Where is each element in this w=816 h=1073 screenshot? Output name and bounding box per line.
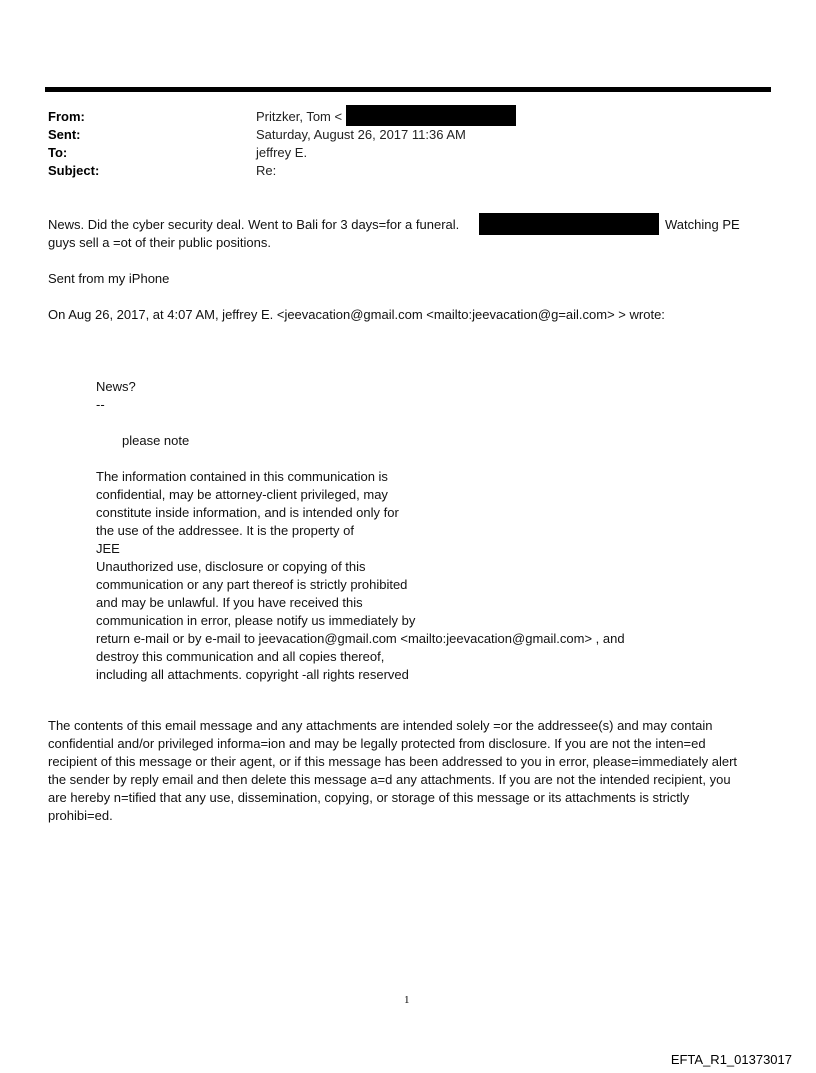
legal-notice-line: recipient of this message or their agent, or if this message has been addressed to you in error, please=immediately alert — [48, 754, 738, 769]
disclaimer-line: return e-mail or by e-mail to jeevacation@gmail.com <mailto:jeevacation@gmail.com> , and — [96, 631, 625, 646]
legal-notice-line: the sender by reply email and then delete this message a=d any attachments. If you are not the intended recipient, you — [48, 772, 731, 787]
to-value: jeffrey E. — [256, 145, 308, 160]
legal-notice-line: The contents of this email message and any attachments are intended solely =or the addressee(s) and may contain — [48, 718, 713, 733]
disclaimer-line: communication in error, please notify us immediately by — [96, 613, 416, 628]
disclaimer-line: Unauthorized use, disclosure or copying of this — [96, 559, 366, 574]
quote-intro: On Aug 26, 2017, at 4:07 AM, jeffrey E. <jeevacation@gmail.com <mailto:jeevacation@g=ail.com> > wrote: — [48, 307, 665, 322]
signature: Sent from my iPhone — [48, 271, 170, 286]
legal-notice-line: prohibi=ed. — [48, 808, 113, 823]
body-line-1b: Watching PE — [665, 217, 740, 232]
disclaimer-line: JEE — [96, 541, 120, 556]
legal-notice-line: confidential and/or privileged informa=ion and may be legally protected from disclosure. If you are not the inten=ed — [48, 736, 706, 751]
redaction-from-email — [346, 105, 516, 126]
body-line-1a: News. Did the cyber security deal. Went to Bali for 3 days=for a funeral. — [48, 217, 460, 232]
disclaimer-line: confidential, may be attorney-client privileged, may — [96, 487, 388, 502]
subject-label: Subject: — [48, 163, 100, 178]
subject-value: Re: — [256, 163, 277, 178]
quoted-please-note: please note — [122, 433, 190, 448]
redaction-body — [479, 213, 659, 235]
document-id: EFTA_R1_01373017 — [670, 1052, 792, 1067]
disclaimer-block — [96, 468, 625, 684]
header-rule — [45, 87, 771, 92]
disclaimer-line: and may be unlawful. If you have received this — [96, 595, 363, 610]
sent-value: Saturday, August 26, 2017 11:36 AM — [256, 127, 466, 142]
page-number: 1 — [404, 994, 410, 1006]
disclaimer-line: destroy this communication and all copies thereof, — [96, 649, 385, 664]
sent-label: Sent: — [48, 127, 81, 142]
from-label: From: — [48, 109, 85, 124]
to-label: To: — [48, 145, 68, 160]
legal-notice — [48, 717, 737, 825]
disclaimer-line: the use of the addressee. It is the property of — [96, 523, 354, 538]
quoted-news: News? — [96, 379, 136, 394]
disclaimer-line: communication or any part thereof is strictly prohibited — [96, 577, 408, 592]
disclaimer-line: including all attachments. copyright -all rights reserved — [96, 667, 409, 682]
legal-notice-line: are hereby n=tified that any use, dissemination, copying, or storage of this message or its attachments is strictly — [48, 790, 690, 805]
body-line-2: guys sell a =ot of their public positions. — [48, 235, 271, 250]
quoted-dashes: -- — [96, 397, 105, 412]
disclaimer-line: The information contained in this communication is — [96, 469, 388, 484]
from-value: Pritzker, Tom < — [256, 109, 343, 124]
disclaimer-line: constitute inside information, and is intended only for — [96, 505, 399, 520]
